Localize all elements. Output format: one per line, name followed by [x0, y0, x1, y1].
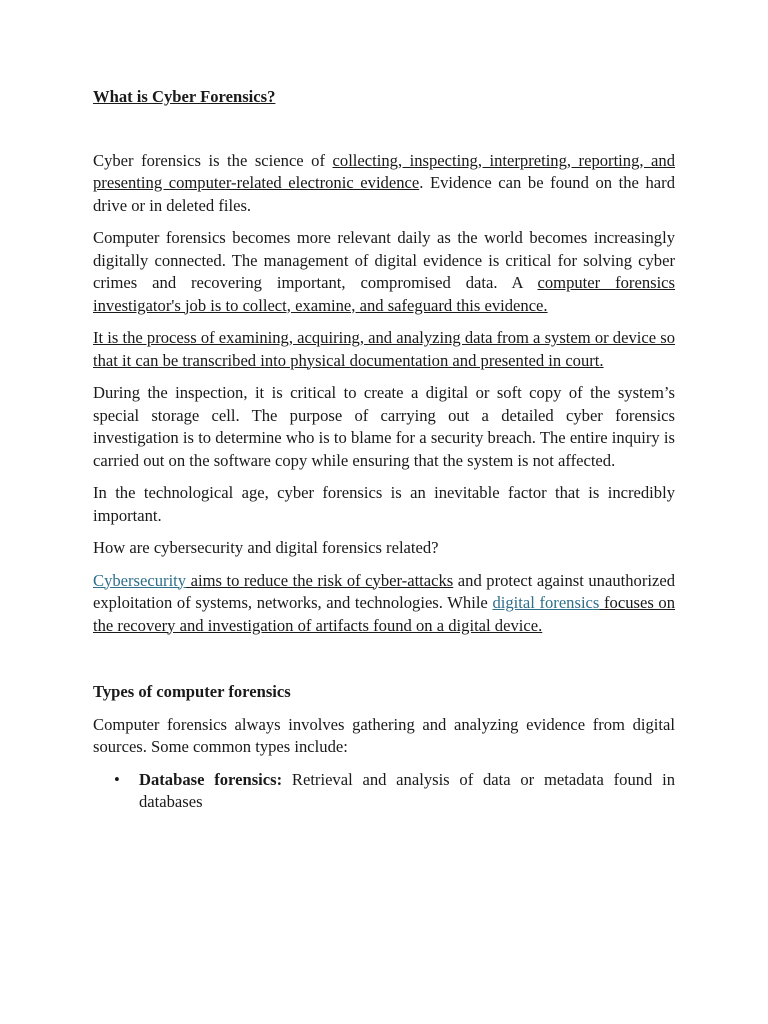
spacer — [93, 637, 675, 681]
underlined-text: computer forensics investigator's job is to collect, examine, and safeguard this evidence. — [93, 273, 676, 315]
paragraph-inspection: During the inspection, it is critical to create a digital or soft copy of the system’s special storage cell. The purpose of carrying out a detailed cyber forensics investigation is to determine who is to blame for a security breach. The entire inquiry is carried out on the software copy while ensuring that the system is not affected. — [93, 383, 675, 470]
list-item — [93, 769, 675, 814]
paragraph-text: . Evidence can be found on the hard drive or in deleted files. — [93, 173, 675, 215]
underlined-text: aims to reduce the risk of cyber-attacks — [186, 570, 454, 590]
paragraph-text: Cyber forensics is the science of — [93, 150, 333, 170]
paragraph-types-intro: Computer forensics always involves gathering and analyzing evidence from digital sources. Some common types include: — [93, 714, 675, 756]
list-item-term: Database forensics: — [139, 769, 283, 789]
paragraph-relevance — [93, 227, 675, 317]
paragraph-relationship — [93, 570, 675, 638]
types-list — [93, 769, 675, 814]
document-page — [93, 84, 675, 814]
list-item-description: Retrieval and analysis of data or metadata found in databases — [139, 769, 675, 811]
page-title: What is Cyber Forensics? — [93, 87, 276, 106]
underlined-text: focuses on the recovery and investigation of artifacts found on a digital device. — [93, 593, 676, 635]
spacer — [93, 109, 675, 150]
paragraph-question: How are cybersecurity and digital forensics related? — [93, 538, 439, 557]
section-heading-types: Types of computer forensics — [93, 682, 291, 701]
paragraph-text: Computer forensics becomes more relevant daily as the world becomes increasingly digitally connected. The management of digital evidence is critical for solving cyber crimes and recovering important, compromised data. A — [93, 228, 675, 292]
paragraph-text: and protect against unauthorized exploitation of systems, networks, and technologies. While — [93, 570, 676, 612]
cybersecurity-link[interactable]: Cybersecurity — [93, 570, 187, 590]
bullet-icon: • — [114, 769, 120, 789]
digital-forensics-link[interactable]: digital forensics — [492, 593, 600, 612]
paragraph-process: It is the process of examining, acquiring, and analyzing data from a system or device so that it can be transcribed into physical documentation and presented in court. — [93, 328, 675, 370]
underlined-text: collecting, inspecting, interpreting, reporting, and presenting computer-related electronic evidence — [93, 150, 676, 192]
paragraph-importance: In the technological age, cyber forensics is an inevitable factor that is incredibly important. — [93, 483, 675, 525]
paragraph-definition — [93, 150, 675, 218]
